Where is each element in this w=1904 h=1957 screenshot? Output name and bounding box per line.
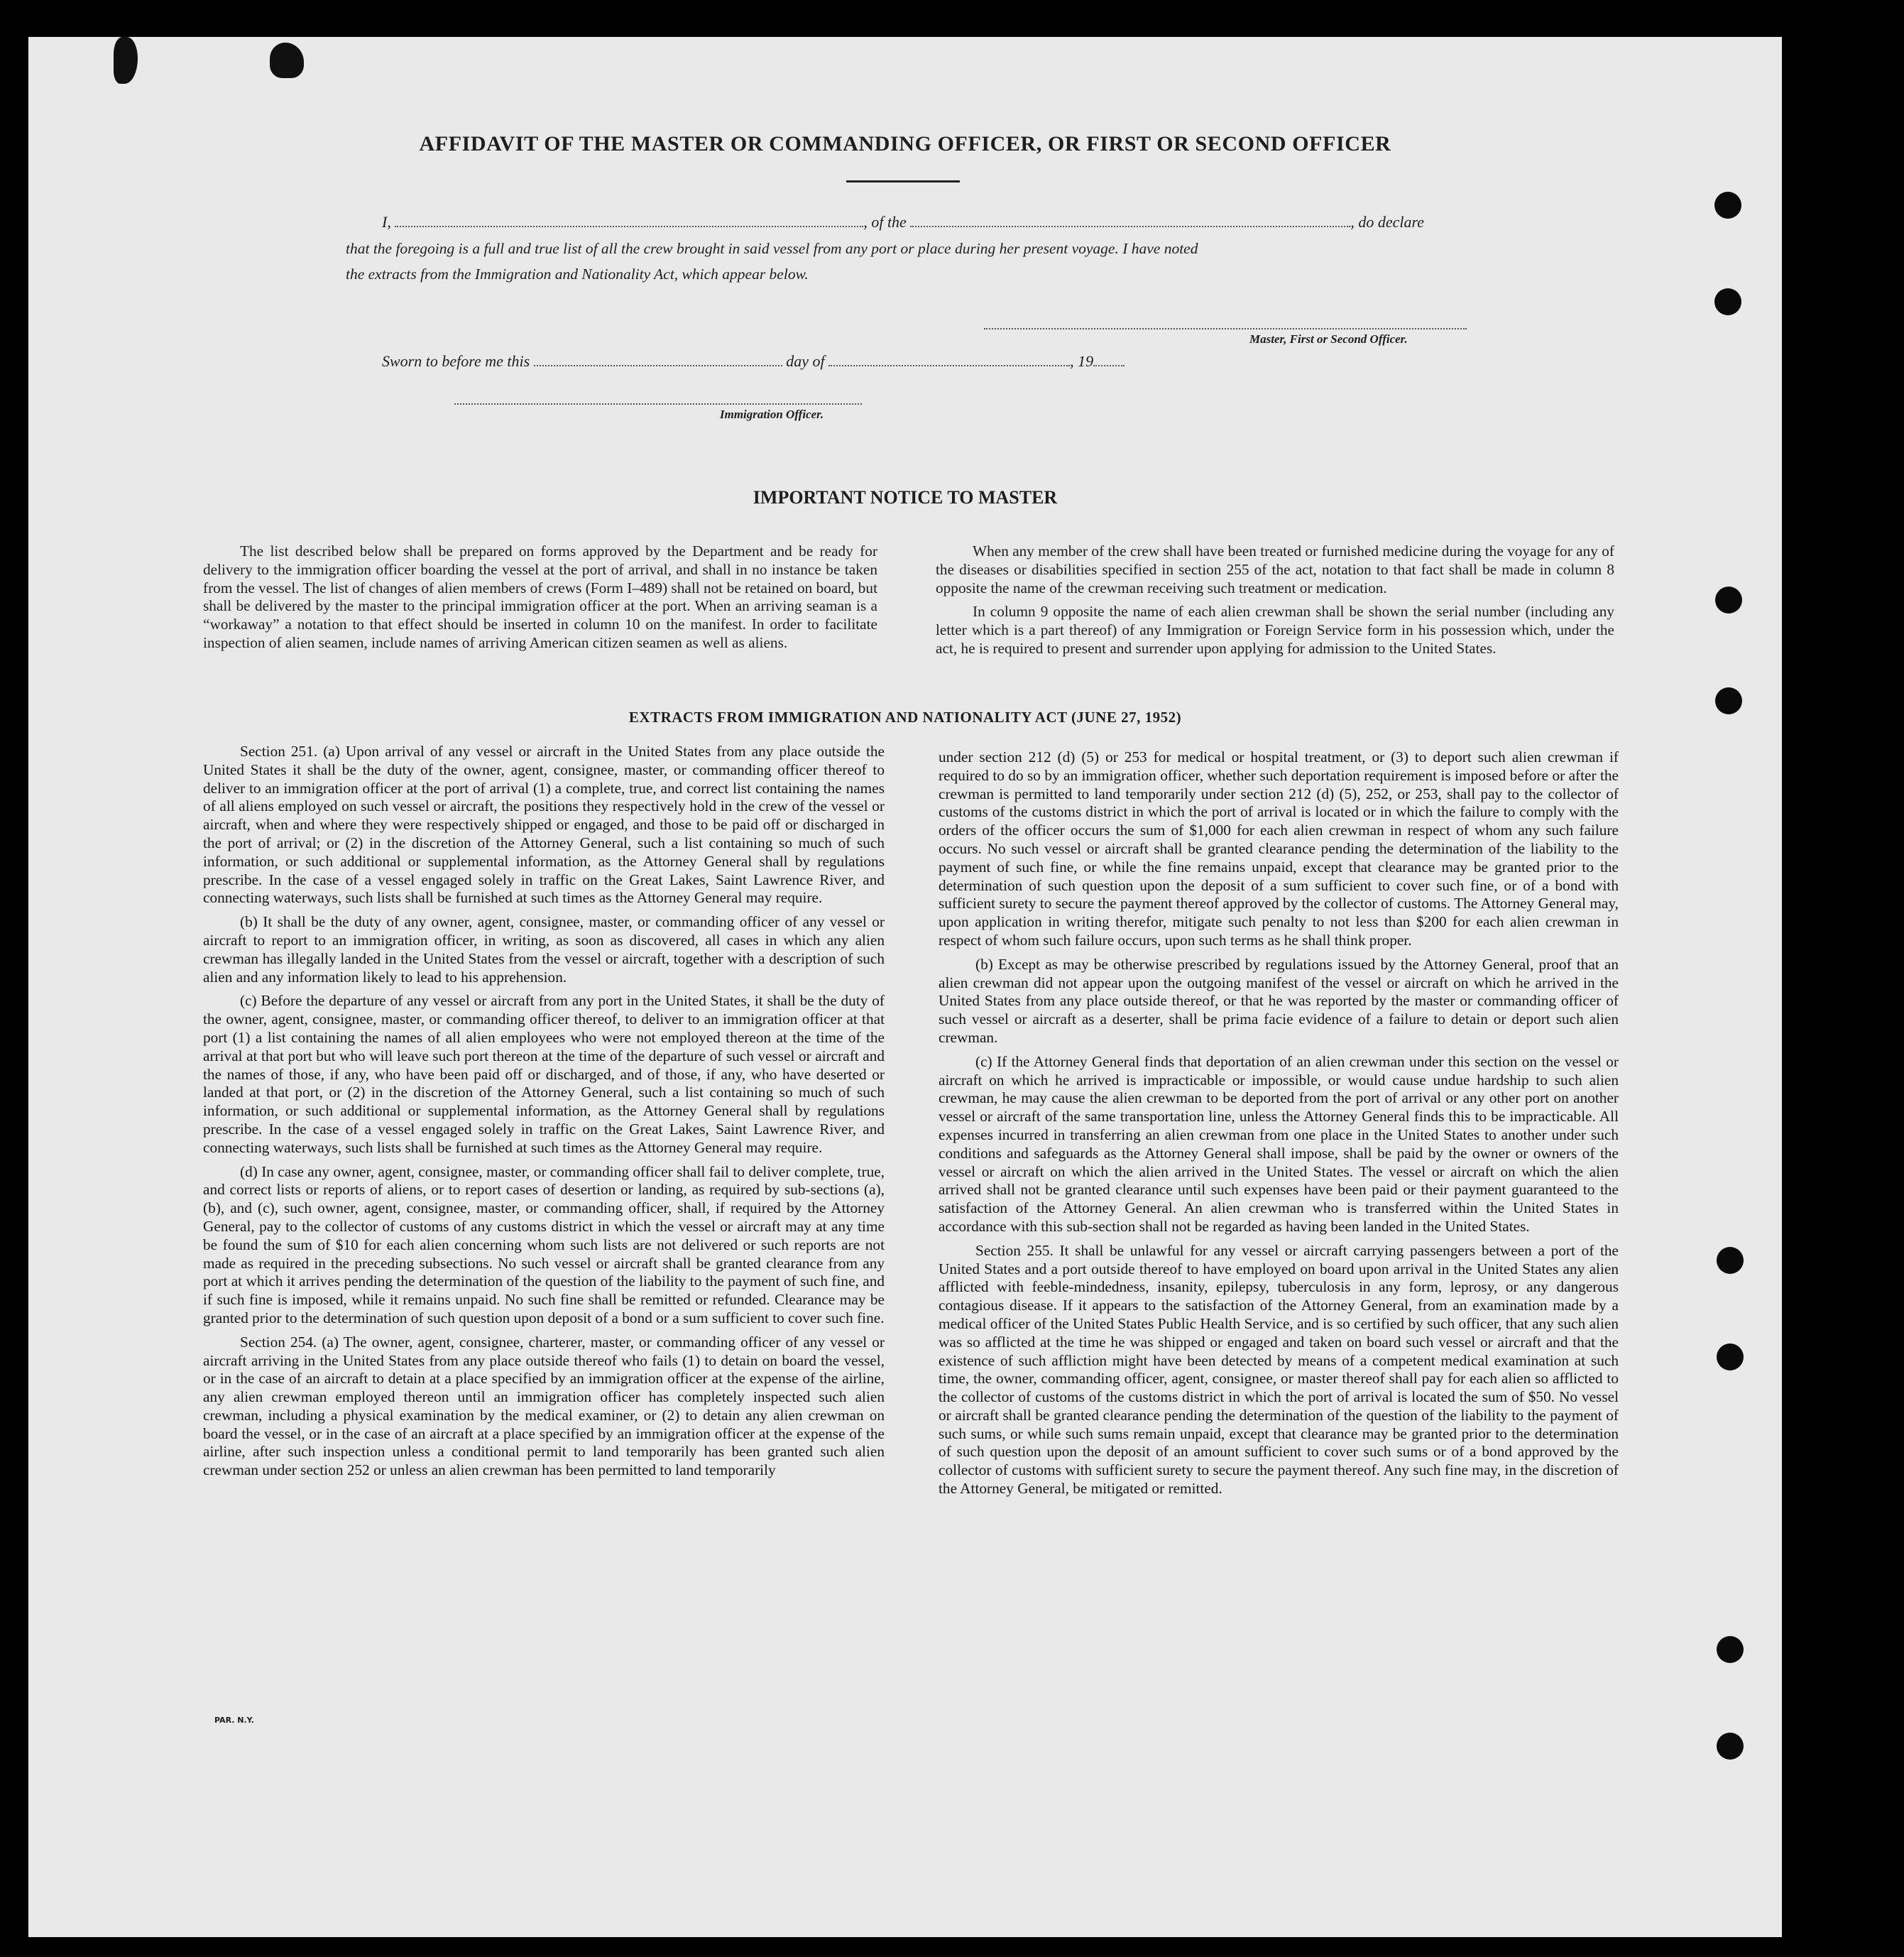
punch-hole [1717,1733,1744,1760]
master-caption: Master, First or Second Officer. [1249,332,1408,346]
section-254-a: Section 254. (a) The owner, agent, consignee, charterer, master, or commanding officer of any vessel or aircraft arriving in the United States from any place outside thereof who fails (1) to detain on board the vessel, or in the case of an aircraft to detain at a place specified by an immigration officer at the expense of the airline, any alien crewman employed thereon until an immigration officer has completely inspected such alien crewman, including a physical examination by the medical examiner, or (2) to detain any alien crewman on board the vessel, or in the case of an aircraft at a place specified by an immigration officer at the expense of the airline, after such inspection unless a conditional permit to land temporarily has been granted such alien crewman under section 252 or unless an alien crewman has been permitted to land temporarily [203,1333,885,1479]
punch-hole [1717,1247,1744,1274]
punch-hole [1717,1343,1744,1370]
immigration-officer-caption: Immigration Officer. [720,408,824,421]
notice-right-paragraph-1: When any member of the crew shall have been treated or furnished medicine during the voyage for any of the diseases or disabilities specified in section 255 of the act, notation to that fact shall be made in column 8 opposite the name of the crewman receiving such treatment or medication. [936,543,1614,596]
section-251-b: (b) It shall be the duty of any owner, agent, consignee, master, or commanding officer of any vessel or aircraft to report to an immigration officer, in writing, as soon as discovered, all cases in which any alien crewman has illegally landed in the United States from the vessel or aircraft, together with a description of such alien and any information likely to lead to his apprehension. [203,913,885,986]
notice-right-paragraph-2: In column 9 opposite the name of each alien crewman shall be shown the serial number (including any letter which is a part thereof) of any Immigration or Foreign Service form in his possession which, under the act, he is required to present and surrender upon applying for admission to the United States. [936,603,1614,657]
section-254-b: (b) Except as may be otherwise prescribed by regulations issued by the Attorney General, proof that an alien crewman did not appear upon the outgoing manifest of the vessel or aircraft on which he arrived in the United States from any place outside thereof, or that he was reported by the master or commanding officer of such vessel or aircraft as a deserter, shall be prima facie evidence of a failure to detain or deport such alien crewman. [939,955,1619,1046]
section-251-c: (c) Before the departure of any vessel or aircraft from any port in the United States, it shall be the duty of the owner, agent, consignee, master, or commanding officer thereof, to deliver to an immigration officer at that port (1) a list containing the names of all alien employees who were not employed thereon at the time of the arrival at that port but who will leave such port thereon at the time of the departure of such vessel or aircraft and the names of those, if any, who have been paid off or discharged, and of those, if any, who have deserted or landed at that port, or (2) in the discretion of the Attorney General, such a list containing so much of such information, or such additional or supplemental information, as the Attorney General shall by regulations prescribe. In the case of a vessel engaged solely in traffic on the Great Lakes, Saint Lawrence River, and connecting waterways, such lists shall be furnished at such times as the Attorney General may require. [203,992,885,1156]
section-255: Section 255. It shall be unlawful for any vessel or aircraft carrying passengers between a port of the United States and a port outside thereof to have employed on board upon arrival in the United States any alien afflicted with feeble-mindedness, insanity, epilepsy, tuberculosis in any form, leprosy, or any dangerous contagious disease. If it appears to the satisfaction of the Attorney General, from an examination made by a medical officer of the United States Public Health Service, and is so certified by such officer, that any such alien was so afflicted at the time he was shipped or engaged and taken on board such vessel or aircraft and that the existence of such affliction might have been detected by means of a competent medical examination at such time, the owner, commanding officer, agent, consignee, or master thereof shall pay for each alien so afflicted to the collector of customs of the customs district in which the port of arrival is located the sum of $50. No vessel or aircraft shall be granted clearance pending the determination of the question of the liability to the payment of such sums, or while such sums remain unpaid, except that clearance may be granted prior to the determination of such question upon the deposit of an amount sufficient to cover such sums or of a bond approved by the collector of customs with sufficient surety to secure the payment thereof. Any such fine may, in the discretion of the Attorney General, be mitigated or remitted. [939,1241,1619,1498]
extracts-heading: EXTRACTS FROM IMMIGRATION AND NATIONALITY ACT (JUNE 27, 1952) [628,709,1182,726]
punch-hole [1717,1636,1744,1663]
notice-left-paragraph: The list described below shall be prepared on forms approved by the Department and be ready for delivery to the immigration officer boarding the vessel at the port of arrival, and shall in no instance be taken from the vessel. The list of changes of alien members of crews (Form I–489) shall not be retained on board, but shall be delivered by the master to the principal immigration officer at the port. When an arriving seaman is a “workaway” a notation to that effect should be inserted in column 10 on the manifest. In order to facilitate inspection of alien seamen, include names of arriving American citizen seamen as well as aliens. [203,543,877,651]
sworn-month-field[interactable] [828,354,1070,366]
day-of-label: day of [786,352,825,370]
affidavit-title: AFFIDAVIT OF THE MASTER OR COMMANDING OFFICER, OR FIRST OR SECOND OFFICER [419,132,1391,156]
printer-mark: PAR. N.Y. [214,1716,254,1725]
sworn-day-field[interactable] [534,354,782,366]
year-prefix: , 19 [1070,352,1094,370]
declaration-line-1: that the foregoing is a full and true list of all the crew brought in said vessel from any port or place during her present voyage. I have noted [346,240,1198,257]
declarant-name-field[interactable] [395,214,863,227]
master-signature-line[interactable] [984,328,1467,329]
sworn-line [382,352,1125,371]
section-251-d: (d) In case any owner, agent, consignee, master, or commanding officer shall fail to deliver complete, true, and correct lists or reports of aliens, or to report cases of desertion or landing, as required by sub-sections (a), (b), and (c), such owner, agent, consignee, master, or commanding officer, shall, if required by the Attorney General, pay to the collector of customs of any customs district in which the vessel or aircraft may at any time be found the sum of $10 for each alien concerning whom such lists are not delivered or such reports are not made as required in the preceding subsections. No such vessel or aircraft shall be granted clearance from any port at which it arrives pending the determination of the question of the liability to the payment of such fine, and if such fine is imposed, while it remains unpaid. No such fine shall be remitted or refunded. Clearance may be granted prior to the determination of such question upon deposit of a bond or a sum sufficient to cover such fine. [203,1162,885,1326]
notice-right-column [936,543,1614,664]
title-divider [846,180,960,182]
immigration-officer-signature-line[interactable] [454,403,862,405]
notice-heading: IMPORTANT NOTICE TO MASTER [753,487,1058,508]
punch-hole [1714,192,1741,219]
of-the-label: , of the [863,213,907,231]
sworn-year-field[interactable] [1093,354,1125,366]
scan-mark-top-left-2 [270,43,304,78]
declaration-line-2: the extracts from the Immigration and Nationality Act, which appear below. [346,266,809,283]
punch-hole [1714,288,1741,315]
section-254-c: (c) If the Attorney General finds that deportation of an alien crewman under this section on the vessel or aircraft on which he arrived is impracticable or impossible, or would cause undue hardship to such alien crewman, he may cause the alien crewman to be deported from the port of arrival or any other port on another vessel or aircraft of the same transportation line, unless the Attorney General finds this to be impracticable. All expenses incurred in transferring an alien crewman from one place in the United States to another under such conditions and safeguards as the Attorney General shall impose, shall be paid by the owner or owners of the vessel or aircraft on which the alien arrived in the United States. The vessel or aircraft on which the alien arrived shall not be granted clearance until such expenses have been paid or their payment guaranteed to the satisfaction of the Attorney General. An alien crewman who is transferred within the United States in accordance with this sub-section shall not be regarded as having been landed in the United States. [939,1052,1619,1235]
section-251-a: Section 251. (a) Upon arrival of any vessel or aircraft in the United States from any place outside the United States it shall be the duty of the owner, agent, consignee, master, or commanding officer thereof to deliver to an immigration officer at the port of arrival (1) a complete, true, and correct list containing the names of all aliens employed on such vessel or aircraft, the positions they respectively hold in the crew of the vessel or aircraft, when and where they were respectively shipped or engaged, and those to be paid off or discharged in the port of arrival; or (2) in the discretion of the Attorney General, such a list containing so much of such information, or such additional or supplemental information, as the Attorney General shall by regulations prescribe. In the case of a vessel engaged solely in traffic on the Great Lakes, Saint Lawrence River, and connecting waterways, such lists shall be furnished at such times as the Attorney General may require. [203,743,885,907]
section-254-a-continued: under section 212 (d) (5) or 253 for medical or hospital treatment, or (3) to deport such alien crewman if required to do so by an immigration officer, whether such deportation requirement is imposed before or after the crewman is permitted to land temporarily under section 212 (d) (5), 252, or 253, shall pay to the collector of customs of the customs district in which the port of arrival is located or in which the failure to comply with the orders of the officer occurs the sum of $1,000 for each alien crewman in respect of whom any such failure occurs. No such vessel or aircraft shall be granted clearance pending the determination of the liability to the payment of such fine, or while the fine remains unpaid, except that clearance may be granted prior to the determination of such question upon the deposit of a sum sufficient to cover such fine, or of a bond with sufficient surety to secure the payment thereof approved by the collector of customs. The Attorney General may, upon application in writing therefor, mitigate such penalty to not less than $200 for each alien crewman in respect of whom such failure occurs, upon such terms as he shall think proper. [939,748,1619,949]
extracts-right-column [939,748,1619,1504]
punch-hole [1715,587,1742,614]
do-declare-label: , do declare [1350,213,1424,231]
i-word: I, [382,213,391,231]
notice-left-column [203,543,877,658]
extracts-left-column [203,743,885,1486]
declarant-line [382,213,1424,231]
vessel-name-field[interactable] [910,214,1350,227]
sworn-label: Sworn to before me this [382,352,530,370]
